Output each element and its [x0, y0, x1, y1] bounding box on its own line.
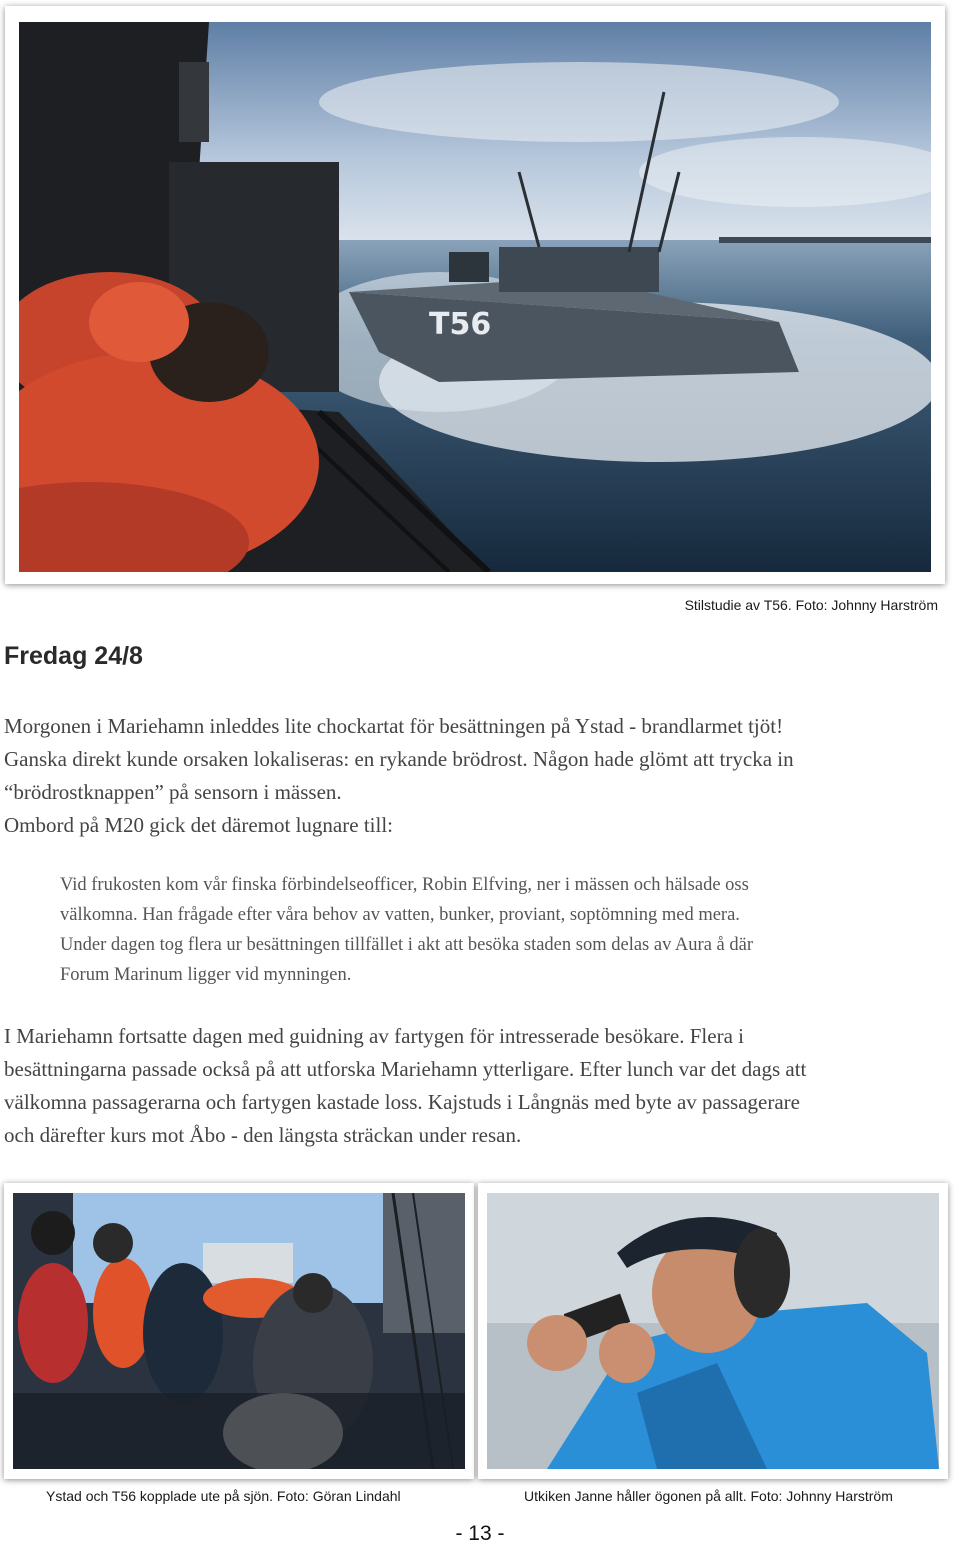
quote-block	[60, 870, 930, 990]
body-line-4: och därefter kurs mot Åbo - den längsta sträckan under resan.	[4, 1123, 522, 1147]
bottom-left-caption: Ystad och T56 kopplade ute på sjön. Foto: Göran Lindahl	[46, 1488, 401, 1504]
body-line-1: I Mariehamn fortsatte dagen med guidning av fartygen för intresserade besökare. Flera i	[4, 1024, 744, 1048]
bottom-left-photo-frame	[4, 1183, 474, 1479]
quote-line-1: Vid frukosten kom vår finska förbindelseofficer, Robin Elfving, ner i mässen och hälsade oss	[60, 875, 749, 895]
body-line-3: välkomna passagerarna och fartygen kastade loss. Kajstuds i Långnäs med byte av passagerare	[4, 1090, 800, 1114]
bottom-right-caption: Utkiken Janne håller ögonen på allt. Foto: Johnny Harström	[524, 1488, 893, 1504]
quote-line-4: Forum Marinum ligger vid mynningen.	[60, 965, 352, 985]
top-photo	[19, 22, 931, 572]
intro-paragraph	[4, 710, 944, 842]
body-paragraph	[4, 1020, 954, 1152]
top-photo-caption: Stilstudie av T56. Foto: Johnny Harström	[684, 597, 938, 613]
intro-line-3: “brödrostknappen” på sensorn i mässen.	[4, 780, 342, 804]
section-heading: Fredag 24/8	[4, 642, 143, 670]
bottom-left-photo	[13, 1193, 465, 1469]
intro-line-4: Ombord på M20 gick det däremot lugnare till:	[4, 813, 393, 837]
body-line-2: besättningarna passade också på att utforska Mariehamn ytterligare. Efter lunch var det dags att	[4, 1057, 807, 1081]
page-number: - 13 -	[455, 1522, 505, 1545]
bottom-right-photo	[487, 1193, 939, 1469]
intro-line-1: Morgonen i Mariehamn inleddes lite chockartat för besättningen på Ystad - brandlarmet tjöt!	[4, 714, 784, 738]
top-photo-frame	[5, 6, 945, 584]
bottom-right-photo-frame	[478, 1183, 948, 1479]
intro-line-2: Ganska direkt kunde orsaken lokaliseras: en rykande brödrost. Någon hade glömt att trycka in	[4, 747, 794, 771]
quote-line-3: Under dagen tog flera ur besättningen tillfället i akt att besöka staden som delas av Aura å där	[60, 935, 754, 955]
svg-text:T56: T56	[429, 307, 492, 342]
quote-line-2: välkomna. Han frågade efter våra behov av vatten, bunker, proviant, soptömning med mera.	[60, 905, 740, 925]
